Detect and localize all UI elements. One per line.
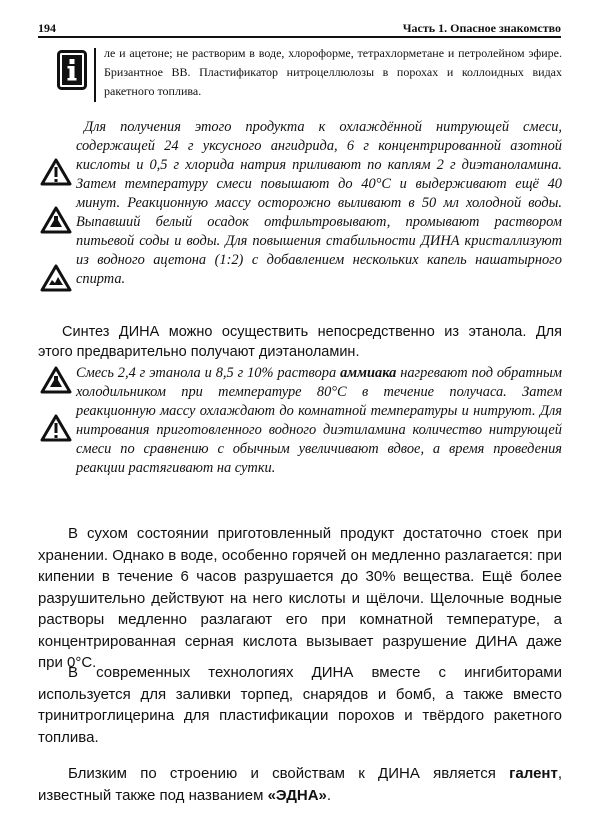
galent-text <box>38 763 562 806</box>
hazard-warning-icon <box>40 264 72 292</box>
stability-text: В сухом состоянии приготовленный продукт достаточно стоек при хранении. Однако в воде, особенно горячей он медленно разлагается: при кипении в течение 6 часов разрушается до 30% вещества. Ещё более разрушительно действуют на него кислоты и щёлочи. Щелочные водные растворы медленно разлагают его при комнатной температуре, а концентрированная серная кислота вызывает разрушение ДИНА даже при 0°С. <box>38 525 562 671</box>
procedure-2-bold: аммиака <box>340 365 397 381</box>
procedure-2-text <box>76 364 562 478</box>
applications-text: В современных технологиях ДИНА вместе с ингибиторами используется для заливки торпед, снарядов и бомб, а также вместо тринитроглицерина для пластификации порохов и твёрдого ракетного топлива. <box>38 664 562 746</box>
running-title: Часть 1. Опасное знакомство <box>402 21 561 35</box>
galent-part-b: , известный также под названием <box>38 765 562 804</box>
info-divider <box>94 48 96 102</box>
flask-warning-icon <box>40 206 72 234</box>
warning-triangle-icon-2 <box>40 414 72 442</box>
page-number: 194 <box>38 21 56 35</box>
galent-bold-1: галент <box>509 765 558 782</box>
warning-triangle-icon <box>40 158 72 186</box>
galent-bold-2: «ЭДНА» <box>267 786 327 804</box>
info-icon <box>57 50 87 90</box>
synthesis-intro-text: Синтез ДИНА можно осуществить непосредственно из этанола. Для этого предварительно получают диэтаноламин. <box>38 324 562 360</box>
flask-warning-icon-2 <box>40 366 72 394</box>
page-header <box>38 20 561 38</box>
galent-part-c: . <box>326 786 332 804</box>
procedure-1-text: Для получения этого продукта к охлаждённой нитрующей смеси, содержащей 24 г уксусного ангидрида, 6 г концентрированной азотной кислоты и 0,5 г хлорида натрия приливают по каплям 2 г диэтаноламина. Затем температуру смеси повышают до 40°С и выдерживают ещё 40 минут. Реакционную массу осторожно выливают в 50 мл холодной воды. Выпавший белый осадок отфильтровывают, промывают раствором питьевой соды и воды. Для повышения стабильности ДИНА кристаллизуют из водного ацетона (1:2) с добавлением нескольких капель нашатырного спирта. <box>76 119 562 287</box>
procedure-2-part-a: Смесь 2,4 г этанола и 8,5 г 10% раствора <box>76 365 341 381</box>
procedure-2-part-b: нагревают под обратным холодильником при температуре 80°С в течение получаса. Затем реакционную массу охлаждают до комнатной температуры и нитруют. Для нитрования приготовленного водного диэтиламина количество нитрующей смеси по сравнению с обычным увеличивают вдвое, а время проведения реакции растягивают на сутки. <box>76 365 562 476</box>
galent-part-a: Близким по строению и свойствам к ДИНА является <box>68 765 510 782</box>
info-note-text: ле и ацетоне; не растворим в воде, хлороформе, тетрахлорметане и петролейном эфире. Бризантное ВВ. Пластификатор нитроцеллюлозы в порохах и коллоидных видах ракетного топлива. <box>104 46 562 98</box>
